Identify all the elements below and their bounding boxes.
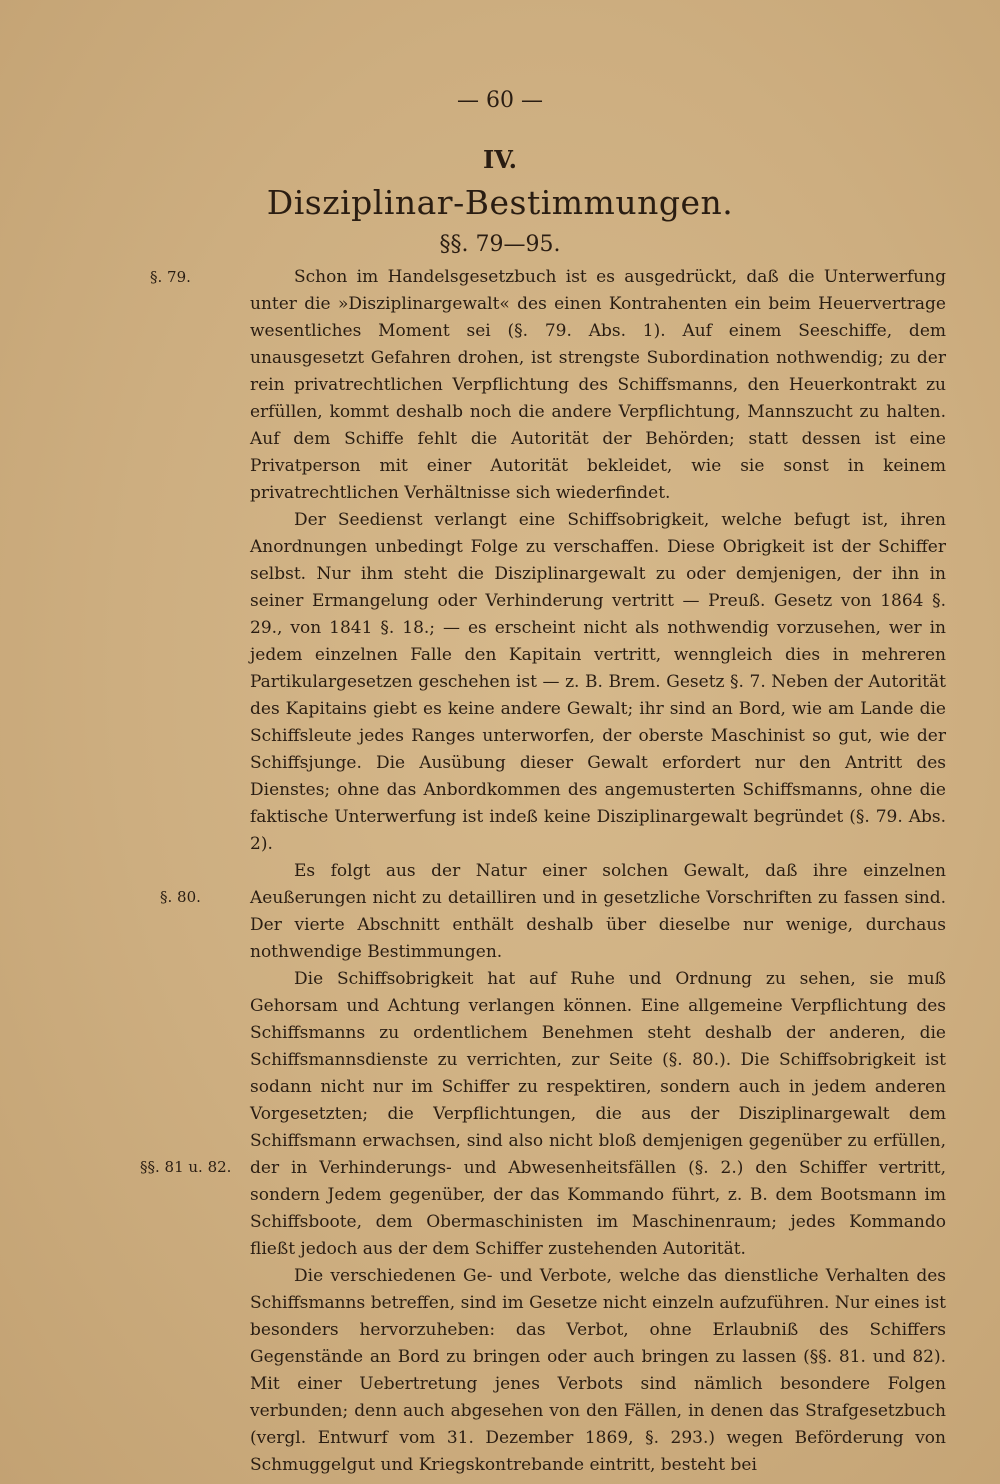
- margin-note-80: §. 80.: [160, 888, 201, 906]
- paragraph: Die Schiffsobrigkeit hat auf Ruhe und Ordnung zu sehen, sie muß Gehorsam und Achtung verlangen können. Eine allgemeine Verpflichtung des Schiffsmanns zu ordentlichem Benehmen steht deshalb der anderen, die Schiffsmannsdienste zu verrichten, zur Seite (§. 80.). Die Schiffsobrigkeit ist sodann nicht nur im Schiffer zu respektiren, sondern auch in jedem anderen Vorgesetzten; die Verpflichtungen, die aus der Disziplinargewalt dem Schiffsmann erwachsen, sind also nicht bloß demjenigen gegenüber zu erfüllen, der in Verhinderungs- und Abwesenheitsfällen (§. 2.) den Schiffer vertritt, sondern Jedem gegenüber, der das Kommando führt, z. B. dem Bootsmann im Schiffsboote, dem Obermaschinisten im Maschinenraum; jedes Kommando fließt jedoch aus der dem Schiffer zustehenden Autorität.: [250, 969, 946, 1259]
- margin-note-79: §. 79.: [150, 268, 191, 286]
- paragraph: Die verschiedenen Ge- und Verbote, welche das dienstliche Verhalten des Schiffsmanns betreffen, sind im Gesetze nicht einzeln aufzuführen. Nur eines ist besonders hervorzuheben: das Verbot, ohne Erlaubniß des Schiffers Gegenstände an Bord zu bringen oder auch bringen zu lassen (§§. 81. und 82). Mit einer Uebertretung jenes Verbots sind nämlich besondere Folgen verbunden; denn auch abgesehen von den Fällen, in denen das Strafgesetzbuch (vergl. Entwurf vom 31. Dezember 1869, §. 293.) wegen Beförderung von Schmuggelgut und Kriegskontrebande eintritt, besteht bei: [250, 1266, 946, 1475]
- paragraph: Der Seedienst verlangt eine Schiffsobrigkeit, welche befugt ist, ihren Anordnungen unbedingt Folge zu verschaffen. Diese Obrigkeit ist der Schiffer selbst. Nur ihm steht die Disziplinargewalt zu oder demjenigen, der ihn in seiner Ermangelung oder Verhinderung vertritt — Preuß. Gesetz von 1864 §. 29., von 1841 §. 18.; — es erscheint nicht als nothwendig vorzusehen, wer in jedem einzelnen Falle den Kapitain vertritt, wenngleich dies in mehreren Partikulargesetzen geschehen ist — z. B. Brem. Gesetz §. 7. Neben der Autorität des Kapitains giebt es keine andere Gewalt; ihr sind an Bord, wie am Lande die Schiffsleute jedes Ranges unterworfen, der oberste Maschinist so gut, wie der Schiffsjunge. Die Ausübung dieser Gewalt erfordert nur den Antritt des Dienstes; ohne das Anbordkommen des angemusterten Schiffsmanns, ohne die faktische Unterwerfung ist indeß keine Disziplinargewalt begründet (§. 79. Abs. 2).: [250, 510, 946, 854]
- margin-note-81-82: §§. 81 u. 82.: [140, 1158, 232, 1176]
- chapter-numeral: IV.: [482, 145, 517, 174]
- paragraph: Es folgt aus der Natur einer solchen Gewalt, daß ihre einzelnen Aeußerungen nicht zu detailliren und in gesetzliche Vorschriften zu fassen sind. Der vierte Abschnitt enthält deshalb über dieselbe nur wenige, durchaus nothwendige Bestimmungen.: [250, 861, 946, 962]
- chapter-title: Disziplinar-Bestimmungen.: [266, 183, 734, 222]
- paragraph: Schon im Handelsgesetzbuch ist es ausgedrückt, daß die Unterwerfung unter die »Disziplinargewalt« des einen Kontrahenten ein beim Heuervertrage wesentliches Moment sei (§. 79. Abs. 1). Auf einem Seeschiffe, dem unausgesetzt Gefahren drohen, ist strengste Subordination nothwendig; zu der rein privatrechtlichen Verpflichtung des Schiffsmanns, den Heuerkontrakt zu erfüllen, kommt deshalb noch die andere Verpflichtung, Mannszucht zu halten. Auf dem Schiffe fehlt die Autorität der Behörden; statt dessen ist eine Privatperson mit einer Autorität bekleidet, wie sie sonst in keinem privatrechtlichen Verhältnisse sich wiederfindet.: [250, 267, 946, 503]
- page-number: — 60 —: [457, 88, 543, 113]
- body-text: [250, 264, 946, 1479]
- section-range: §§. 79—95.: [439, 232, 561, 257]
